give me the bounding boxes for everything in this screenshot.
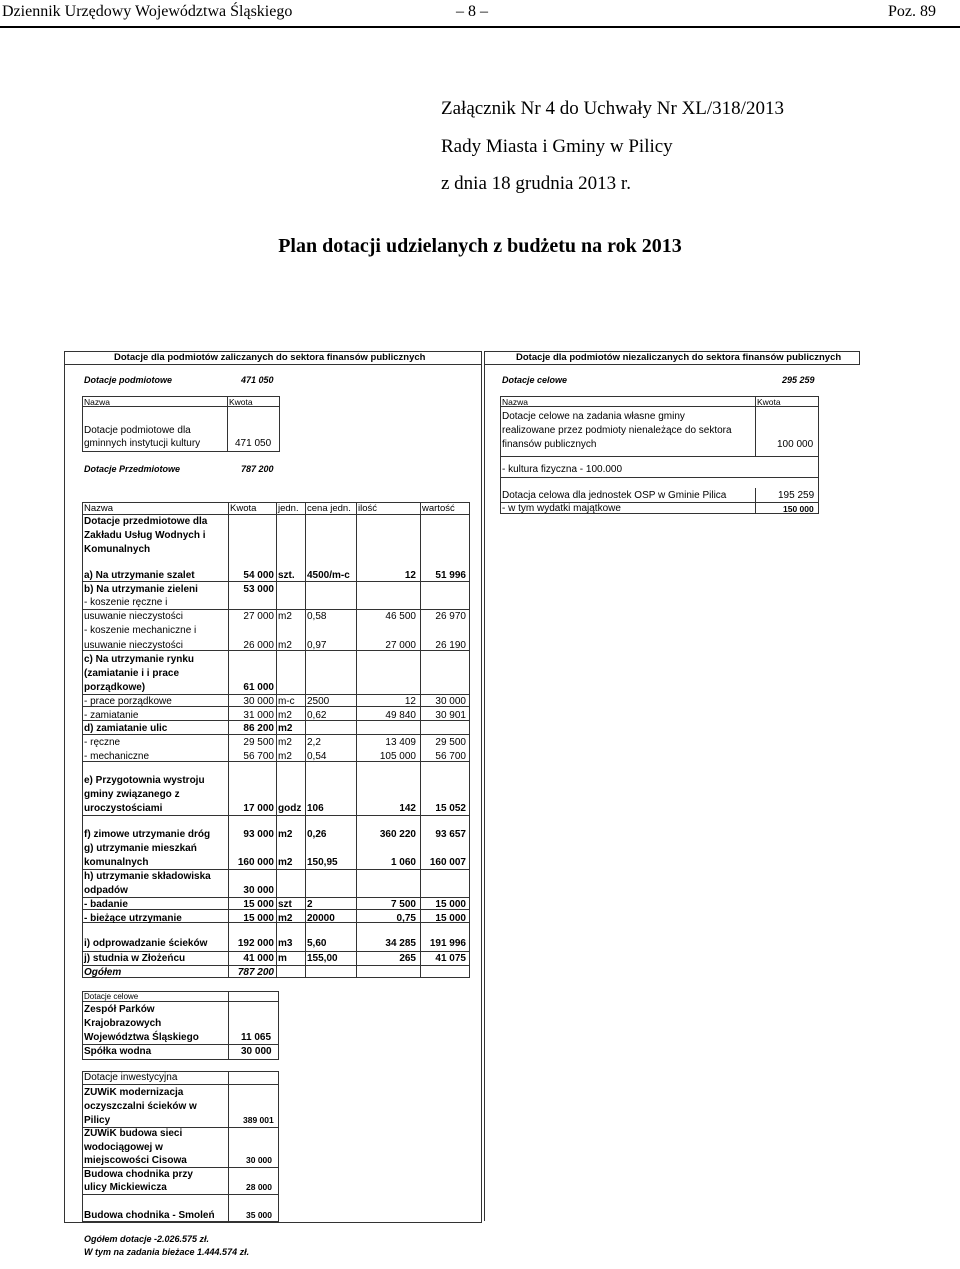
row-cell: 0,54 xyxy=(307,751,327,762)
przedmiotowe-label: Dotacje Przedmiotowe xyxy=(84,464,181,474)
row-cell: 160 007 xyxy=(429,857,466,868)
table1-row-name-1: Dotacje podmiotowe dla xyxy=(84,425,191,436)
row-label: g) utrzymanie mieszkań xyxy=(84,843,197,854)
row-label: (zamiatanie i i prace xyxy=(84,668,180,679)
table1-row-name-2: gminnych instytucji kultury xyxy=(84,438,201,449)
divider xyxy=(82,1044,278,1045)
investment-line: Pilicy xyxy=(84,1115,111,1126)
page-number: – 8 – xyxy=(456,3,488,20)
position-number: Poz. 89 xyxy=(888,3,936,20)
row-cell: 30 000 xyxy=(435,696,466,707)
row-cell: 41 075 xyxy=(435,953,466,964)
table2-header: wartość xyxy=(422,503,455,514)
row-cell: m2 xyxy=(278,751,292,762)
row-cell: m2 xyxy=(278,611,292,622)
row-cell: szt. xyxy=(278,570,295,581)
row-cell: 46 500 xyxy=(385,611,416,622)
row-cell: 56 700 xyxy=(435,751,466,762)
table2-header: Kwota xyxy=(230,503,257,514)
divider xyxy=(82,1194,278,1195)
row-cell: 26 970 xyxy=(435,611,466,622)
divider xyxy=(82,1084,278,1085)
investment-amount: 389 001 xyxy=(243,1115,274,1125)
attachment-line-2: Rady Miasta i Gminy w Pilicy xyxy=(441,136,673,157)
table2-title-line: Dotacje przedmiotowe dla xyxy=(84,516,208,527)
footer-current: W tym na zadania bieżace 1.444.574 zł. xyxy=(84,1247,250,1257)
row-cell: 0,26 xyxy=(307,829,327,840)
row-cell: 93 657 xyxy=(435,829,466,840)
row-cell: 15 052 xyxy=(435,803,466,814)
row-label: odpadów xyxy=(84,885,128,896)
divider xyxy=(276,502,277,977)
row-cell: 27 000 xyxy=(243,611,274,622)
investment-amount: 28 000 xyxy=(246,1182,272,1192)
journal-name: Dziennik Urzędowy Województwa Śląskiego xyxy=(2,3,293,20)
page-header xyxy=(0,0,960,28)
investment-line: Dotacje inwestycyjna xyxy=(84,1072,178,1083)
row-cell: 105 000 xyxy=(379,751,416,762)
row-cell: 5,60 xyxy=(307,938,327,949)
right-row4: - w tym wydatki majątkowe xyxy=(502,503,621,514)
row-divider xyxy=(82,965,469,966)
table2-header: cena jedn. xyxy=(307,503,351,514)
row-cell: 0,58 xyxy=(307,611,327,622)
row-cell: 26 000 xyxy=(243,640,274,651)
right-row3: Dotacja celowa dla jednostek OSP w Gminie Pilica xyxy=(502,490,727,501)
row-cell: 106 xyxy=(307,803,324,814)
row-label: - zamiatanie xyxy=(84,710,139,721)
row-label: - badanie xyxy=(84,899,128,910)
row-label: - koszenie ręczne i xyxy=(84,597,168,608)
left-section-heading: Dotacje dla podmiotów zaliczanych do sektora finansów publicznych xyxy=(114,352,426,363)
row-cell: 31 000 xyxy=(243,710,274,721)
row-cell: 61 000 xyxy=(243,682,274,693)
row-cell: m2 xyxy=(278,857,293,868)
row-cell: 15 000 xyxy=(243,913,274,924)
row-label: - prace porządkowe xyxy=(84,696,172,707)
przedmiotowe-total: 787 200 xyxy=(241,464,274,474)
row-label: j) studnia w Złożeńcu xyxy=(84,953,186,964)
right-col-name: Nazwa xyxy=(502,397,528,407)
row-cell: 15 000 xyxy=(435,899,466,910)
divider xyxy=(500,456,818,457)
divider xyxy=(356,502,357,977)
divider xyxy=(228,1071,229,1221)
right-row1-line: Dotacje celowe na zadania własne gminy xyxy=(502,411,685,422)
table2-header: Nazwa xyxy=(84,503,114,514)
row-divider xyxy=(82,694,469,695)
row-label: uroczystościami xyxy=(84,803,163,814)
row-cell: 17 000 xyxy=(243,803,274,814)
divider xyxy=(755,396,756,456)
table2-title-line: Zakładu Usług Wodnych i xyxy=(84,530,206,541)
divider xyxy=(420,502,421,977)
row-cell: 787 200 xyxy=(237,967,274,978)
celowe-line: Spółka wodna xyxy=(84,1046,152,1057)
investment-line: ZUWiK budowa sieci xyxy=(84,1128,183,1139)
celowe-amount: 11 065 xyxy=(241,1032,272,1043)
celowe-amount: 30 000 xyxy=(241,1046,272,1057)
divider xyxy=(484,351,485,1221)
row-cell: 20000 xyxy=(307,913,335,924)
row-label: h) utrzymanie składowiska xyxy=(84,871,211,882)
row-cell: 265 xyxy=(399,953,416,964)
divider xyxy=(500,477,818,478)
row-label: usuwanie nieczystości xyxy=(84,611,183,622)
footer-total: Ogółem dotacje -2.026.575 zł. xyxy=(84,1234,210,1244)
row-cell: 7 500 xyxy=(390,899,416,910)
row-cell: 41 000 xyxy=(243,953,274,964)
row-cell: 56 700 xyxy=(243,751,274,762)
celowe-line: Krajobrazowych xyxy=(84,1018,162,1029)
row-label: gminy związanego z xyxy=(84,789,180,800)
investment-amount: 35 000 xyxy=(246,1210,272,1220)
row-cell: m-c xyxy=(278,696,295,707)
celowe-line: Dotacje celowe xyxy=(84,992,139,1001)
row-divider xyxy=(82,581,469,582)
grants-plan-scan xyxy=(60,348,866,1266)
divider xyxy=(82,1167,278,1168)
investment-line: wodociągowej w xyxy=(84,1142,163,1153)
table2-header: ilość xyxy=(358,503,378,514)
row-cell: 30 000 xyxy=(243,885,274,896)
table1-col-name: Nazwa xyxy=(84,397,110,407)
row-cell: m2 xyxy=(278,737,292,748)
row-label: a) Na utrzymanie szalet xyxy=(84,570,195,581)
row-cell: 54 000 xyxy=(243,570,274,581)
row-label: e) Przygotownia wystroju xyxy=(84,775,205,786)
divider xyxy=(228,502,229,977)
divider xyxy=(755,488,756,513)
investment-line: ulicy Mickiewicza xyxy=(84,1182,167,1193)
attachment-line-1: Załącznik Nr 4 do Uchwały Nr XL/318/2013 xyxy=(441,98,784,119)
table2-header: jedn. xyxy=(278,503,299,514)
right-row3-amount: 195 259 xyxy=(778,490,815,501)
row-cell: 192 000 xyxy=(237,938,274,949)
row-cell: 34 285 xyxy=(385,938,416,949)
row-divider xyxy=(82,734,469,735)
row-label: i) odprowadzanie ścieków xyxy=(84,938,208,949)
row-cell: 27 000 xyxy=(385,640,416,651)
row-cell: 49 840 xyxy=(385,710,416,721)
right-row2: - kultura fizyczna - 100.000 xyxy=(502,464,623,475)
divider xyxy=(82,1001,278,1002)
row-label: komunalnych xyxy=(84,857,149,868)
podmiotowe-total: 471 050 xyxy=(241,375,274,385)
row-cell: 4500/m-c xyxy=(307,570,350,581)
investment-line: ZUWiK modernizacja xyxy=(84,1087,184,1098)
investment-line: Budowa chodnika - Smoleń xyxy=(84,1210,215,1221)
row-label: c) Na utrzymanie rynku xyxy=(84,654,195,665)
document-title: Plan dotacji udzielanych z budżetu na rok 2013 xyxy=(278,235,682,257)
right-celowe-total: 295 259 xyxy=(782,375,815,385)
podmiotowe-label: Dotacje podmiotowe xyxy=(84,375,173,385)
row-label: - bieżące utrzymanie xyxy=(84,913,182,924)
row-cell: m2 xyxy=(278,913,293,924)
row-label: - ręczne xyxy=(84,737,121,748)
row-cell: 15 000 xyxy=(243,899,274,910)
right-section-heading: Dotacje dla podmiotów niezaliczanych do sektora finansów publicznych xyxy=(516,352,842,363)
row-label: - koszenie mechaniczne i xyxy=(84,625,197,636)
row-cell: 53 000 xyxy=(243,584,274,595)
celowe-line: Województwa Śląskiego xyxy=(84,1032,199,1043)
row-cell: 142 xyxy=(399,803,416,814)
right-row1-line: realizowane przez podmioty nienależące do sektora xyxy=(502,425,732,436)
attachment-line-3: z dnia 18 grudnia 2013 r. xyxy=(441,173,631,194)
row-divider xyxy=(82,897,469,898)
row-cell: m2 xyxy=(278,710,292,721)
row-cell: 2 xyxy=(307,899,313,910)
row-cell: 155,00 xyxy=(307,953,338,964)
row-cell: 51 996 xyxy=(435,570,466,581)
row-cell: 26 190 xyxy=(435,640,466,651)
row-divider xyxy=(82,869,469,870)
row-cell: 86 200 xyxy=(243,723,274,734)
right-row1-line: finansów publicznych xyxy=(502,439,597,450)
row-label: porządkowe) xyxy=(84,682,146,693)
row-label: b) Na utrzymanie zieleni xyxy=(84,584,198,595)
divider xyxy=(82,514,469,515)
row-cell: szt xyxy=(278,899,292,910)
divider xyxy=(227,396,228,451)
right-celowe-label: Dotacje celowe xyxy=(502,375,568,385)
right-row1-amount: 100 000 xyxy=(777,439,814,450)
row-cell: 29 500 xyxy=(243,737,274,748)
row-divider xyxy=(82,609,469,610)
row-cell: 13 409 xyxy=(385,737,416,748)
row-cell: 12 xyxy=(404,696,416,707)
row-label: f) zimowe utrzymanie dróg xyxy=(84,829,211,840)
celowe-line: Zespół Parków xyxy=(84,1004,155,1015)
row-cell: 160 000 xyxy=(237,857,274,868)
row-cell: 0,62 xyxy=(307,710,327,721)
table1-col-amount: Kwota xyxy=(229,397,253,407)
row-cell: 360 220 xyxy=(379,829,416,840)
row-cell: 93 000 xyxy=(243,829,274,840)
investment-line: Budowa chodnika przy xyxy=(84,1169,193,1180)
right-row4-amount: 150 000 xyxy=(783,504,814,514)
row-cell: m2 xyxy=(278,723,293,734)
row-cell: 1 060 xyxy=(390,857,416,868)
divider xyxy=(484,364,860,365)
row-cell: 2,2 xyxy=(307,737,321,748)
row-divider xyxy=(82,951,469,952)
row-cell: 30 901 xyxy=(435,710,466,721)
row-divider xyxy=(82,815,469,816)
row-cell: 12 xyxy=(404,570,416,581)
row-cell: 0,75 xyxy=(396,913,416,924)
row-label: - mechaniczne xyxy=(84,751,150,762)
row-cell: m2 xyxy=(278,829,293,840)
row-cell: 2500 xyxy=(307,696,330,707)
divider xyxy=(859,351,860,365)
investment-line: oczyszczalni ścieków w xyxy=(84,1101,197,1112)
row-label: usuwanie nieczystości xyxy=(84,640,183,651)
row-cell: 0,97 xyxy=(307,640,327,651)
row-cell: m2 xyxy=(278,640,292,651)
divider xyxy=(64,364,481,365)
table2-title-line: Komunalnych xyxy=(84,544,151,555)
table1-row-amount: 471 050 xyxy=(235,438,272,449)
row-label: Ogółem xyxy=(84,967,122,978)
row-cell: 15 000 xyxy=(435,913,466,924)
row-cell: 29 500 xyxy=(435,737,466,748)
row-cell: m xyxy=(278,953,287,964)
row-cell: 191 996 xyxy=(429,938,466,949)
row-label: d) zamiatanie ulic xyxy=(84,723,168,734)
row-cell: m3 xyxy=(278,938,293,949)
investment-line: miejscowości Cisowa xyxy=(84,1155,187,1166)
row-cell: 30 000 xyxy=(243,696,274,707)
row-cell: godz xyxy=(278,803,302,814)
divider xyxy=(305,502,306,977)
right-col-amount: Kwota xyxy=(757,397,781,407)
row-cell: 150,95 xyxy=(307,857,338,868)
investment-amount: 30 000 xyxy=(246,1155,272,1165)
